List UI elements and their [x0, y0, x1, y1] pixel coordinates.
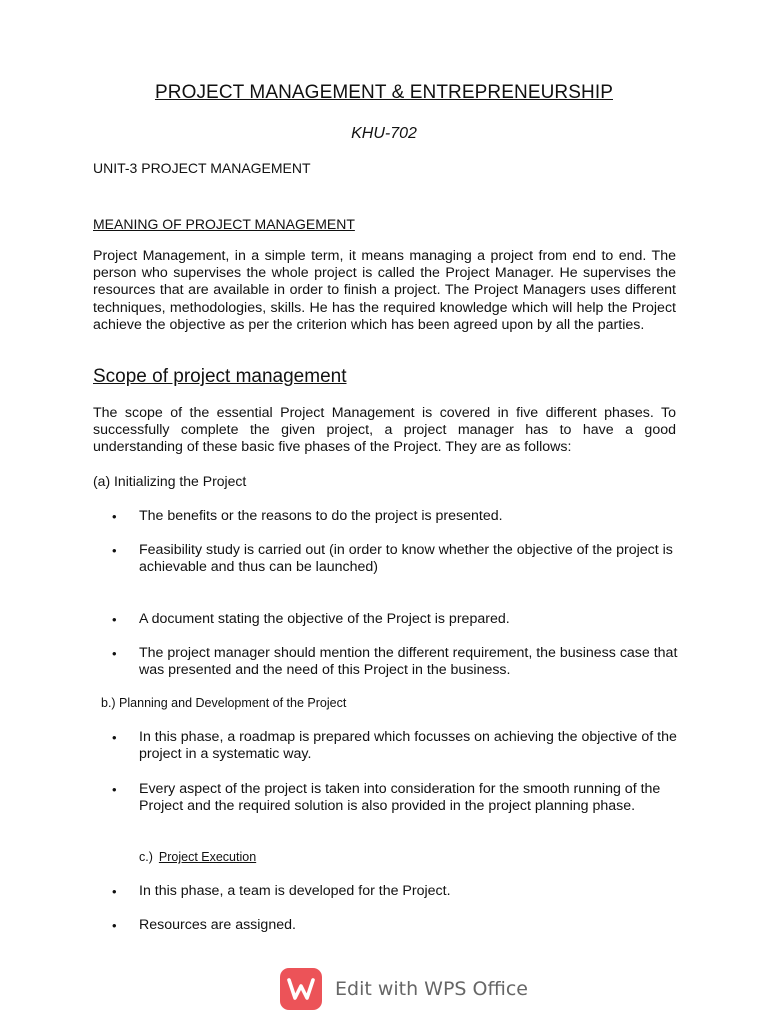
bullet-icon: • [112, 509, 117, 524]
wps-edit-label: Edit with WPS Office [335, 978, 528, 1000]
section-a-marker: (a) [93, 473, 111, 489]
scope-paragraph: The scope of the essential Project Management is covered in five different phases. To successfully complete the given project, a project manager has to have a good understanding of these basic five phases of the Project. They are as follows: [93, 405, 676, 456]
list-item-text: Every aspect of the project is taken into consideration for the smooth running of the Project and the required solution is also provided in the project planning phase. [139, 781, 661, 815]
list-item [112, 542, 682, 576]
meaning-paragraph: Project Management, in a simple term, it means managing a project from end to end. The person who supervises the whole project is called the Project Manager. He supervises the resources that are available in order to finish a project. The Project Managers uses different techniques, methodologies, skills. He has the required knowledge which will help the Project achieve the objective as per the criterion which has been agreed upon by all the parties. [93, 248, 676, 333]
section-a-heading [93, 473, 246, 489]
bullet-icon: • [112, 612, 117, 627]
unit-heading: UNIT-3 PROJECT MANAGEMENT [93, 160, 311, 176]
bullet-icon: • [112, 646, 117, 661]
document-title: PROJECT MANAGEMENT & ENTREPRENEURSHIP [154, 82, 613, 103]
list-item-text: Resources are assigned. [139, 917, 296, 933]
wps-w-glyph-icon [286, 977, 316, 1001]
list-item [112, 729, 682, 763]
list-item-text: Feasibility study is carried out (in order to know whether the objective of the project is achievable and thus can be launched) [139, 542, 673, 576]
section-c-marker: c.) [139, 850, 153, 864]
bullet-icon: • [112, 884, 117, 899]
bullet-icon: • [112, 918, 117, 933]
section-a-title: Initializing the Project [114, 473, 247, 489]
list-item [112, 645, 682, 679]
scope-heading: Scope of project management [93, 366, 347, 387]
section-b-heading: b.) Planning and Development of the Project [101, 696, 347, 710]
meaning-heading: MEANING OF PROJECT MANAGEMENT [93, 216, 355, 232]
bullet-icon: • [112, 730, 117, 745]
wps-watermark[interactable] [280, 966, 528, 1012]
bullet-icon: • [112, 782, 117, 797]
list-item [112, 508, 682, 525]
list-item-text: The project manager should mention the different requirement, the business case that was presented and the need of this Project in the business. [139, 645, 678, 679]
list-item-text: A document stating the objective of the Project is prepared. [139, 611, 510, 627]
section-c-title: Project Execution [158, 850, 257, 864]
list-item [112, 883, 682, 900]
list-item-text: The benefits or the reasons to do the project is presented. [139, 508, 503, 524]
list-item-text: In this phase, a team is developed for the Project. [139, 883, 451, 899]
bullet-icon: • [112, 543, 117, 558]
section-c-heading [139, 850, 256, 864]
list-item [112, 781, 682, 815]
list-item-text: In this phase, a roadmap is prepared which focusses on achieving the objective of the project in a systematic way. [139, 729, 677, 763]
list-item [112, 917, 682, 934]
course-code: KHU-702 [351, 125, 417, 142]
wps-logo-icon [280, 968, 322, 1010]
list-item [112, 611, 682, 628]
